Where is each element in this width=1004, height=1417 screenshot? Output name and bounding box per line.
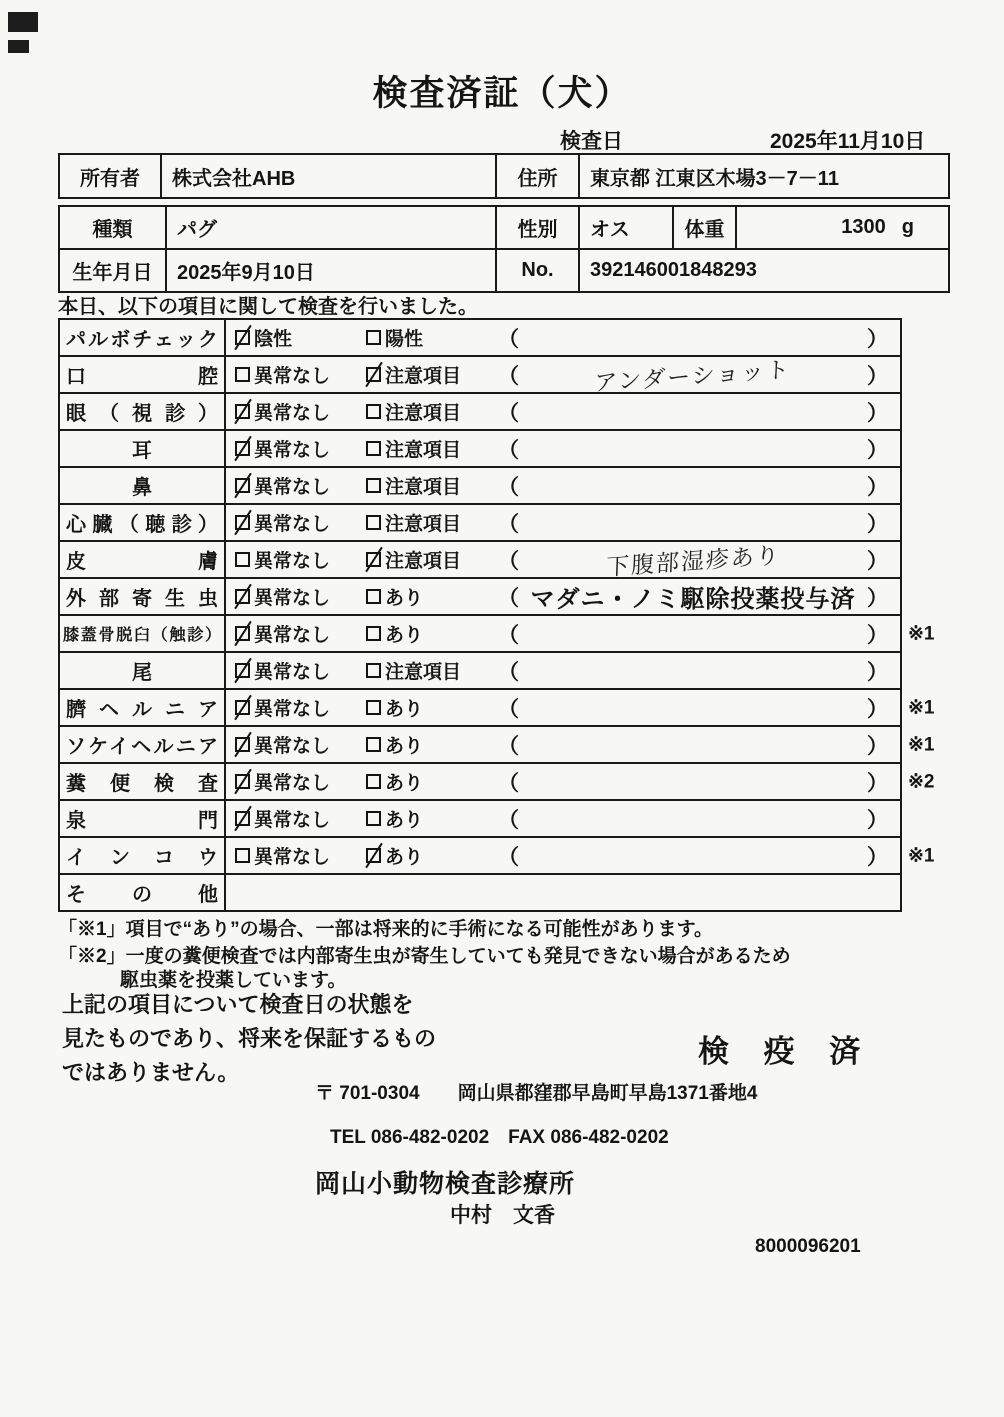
checkbox-checked [235, 515, 250, 530]
inspection-date-value: 2025年11月10日 [770, 130, 926, 153]
handwritten-note: 下腹部湿疹あり [605, 541, 781, 581]
exam-item-label: 口腔 [59, 356, 225, 393]
exam-row [59, 615, 901, 652]
checkbox-checked [366, 552, 381, 567]
inspection-date-label: 検査日 [560, 130, 623, 153]
option-label: 異常なし [254, 403, 331, 424]
option-label: 異常なし [254, 699, 331, 720]
weight-label: 体重 [673, 206, 736, 249]
checkbox-unchecked [235, 552, 250, 567]
paren-open: （ [498, 623, 519, 647]
option-group [366, 546, 498, 573]
option-group [235, 657, 366, 684]
clinic-address: 岡山県都窪郡早島町早島1371番地4 [457, 1083, 758, 1104]
scan-artifact [8, 12, 38, 32]
exam-item-label: その他 [59, 874, 225, 911]
exam-result-content [226, 541, 900, 581]
reference-mark: ※1 [908, 845, 935, 866]
exam-result-cell [225, 541, 901, 581]
exam-result-content [226, 802, 900, 835]
exam-table [58, 318, 935, 912]
option-group [366, 842, 498, 869]
exam-result-content [226, 876, 900, 909]
option-label: 異常なし [254, 773, 331, 794]
exam-row [59, 430, 901, 467]
option-label: 異常なし [254, 551, 331, 572]
option-label: 異常なし [254, 366, 331, 387]
checkbox-unchecked [366, 811, 381, 826]
exam-result-content [226, 432, 900, 465]
option-label: 異常なし [254, 625, 331, 646]
option-label: 異常なし [254, 588, 331, 609]
checkbox-checked [366, 848, 381, 863]
exam-item-label: 膝蓋骨脱臼（触診） [59, 615, 225, 652]
checkbox-checked [235, 700, 250, 715]
checkbox-checked [235, 441, 250, 456]
exam-result-cell [225, 319, 901, 356]
option-group [235, 805, 366, 832]
quarantine-stamp: 検 疫 済 [698, 1034, 874, 1069]
exam-table-body [59, 319, 935, 911]
paren-close: ） [867, 475, 888, 499]
exam-result-cell [225, 763, 935, 800]
option-label: 異常なし [254, 847, 331, 868]
exam-result-content [226, 321, 900, 354]
exam-result-content [226, 691, 935, 724]
option-label: 異常なし [254, 662, 331, 683]
disclaimer-line: ではありません。 [62, 1060, 240, 1085]
option-group [235, 398, 366, 425]
exam-result-content [226, 617, 935, 650]
paren-open: （ [498, 401, 519, 425]
option-label: あり [385, 847, 424, 868]
paren-close: ） [867, 660, 888, 684]
weight-unit: g [901, 216, 914, 238]
exam-row [59, 504, 901, 541]
paren-close: ） [867, 364, 888, 388]
scan-artifact [8, 40, 29, 53]
exam-result-content [226, 356, 900, 396]
exam-result-content [226, 728, 935, 761]
footnote-1: 「※1」項目で“あり”の場合、一部は将来的に手術になる可能性があります。 [58, 919, 714, 940]
pet-info-row [59, 206, 949, 249]
checkbox-unchecked [366, 441, 381, 456]
option-label: あり [385, 773, 424, 794]
exam-result-content [226, 765, 935, 798]
paren-open: （ [498, 734, 519, 758]
note-area [519, 356, 867, 396]
owner-address-label: 住所 [496, 154, 579, 198]
exam-result-content [226, 395, 900, 428]
option-label: 注意項目 [385, 477, 462, 498]
checkbox-checked [235, 330, 250, 345]
paren-close: ） [867, 697, 888, 721]
printed-note: マダニ・ノミ駆除投薬投与済 [530, 586, 856, 613]
option-group [366, 398, 498, 425]
checkbox-checked [235, 404, 250, 419]
checkbox-unchecked [366, 478, 381, 493]
checkbox-checked [235, 811, 250, 826]
checkbox-unchecked [366, 589, 381, 604]
exam-result-cell [225, 800, 901, 837]
exam-result-content [226, 654, 900, 687]
exam-item-label: 糞便検査 [59, 763, 225, 800]
note-area [519, 541, 867, 581]
exam-item-label: 皮膚 [59, 541, 225, 578]
handwritten-note: アンダーショット [594, 356, 792, 396]
option-label: あり [385, 810, 424, 831]
option-group [366, 509, 498, 536]
option-group [235, 472, 366, 499]
paren-open: （ [498, 475, 519, 499]
option-label: 注意項目 [385, 662, 462, 683]
paren-open: （ [498, 660, 519, 684]
owner-label: 所有者 [59, 154, 161, 198]
exam-item-label: 泉門 [59, 800, 225, 837]
exam-row [59, 393, 901, 430]
option-group [235, 842, 366, 869]
option-label: 注意項目 [385, 551, 462, 572]
paren-open: （ [498, 586, 519, 610]
weight-value [736, 206, 949, 249]
footnote-2-line2: 駆虫薬を投薬しています。 [120, 970, 347, 991]
exam-row [59, 319, 901, 356]
footnote-2-line1: 「※2」一度の糞便検査では内部寄生虫が寄生していても発見できない場合があるため [58, 946, 791, 967]
exam-item-label: 鼻 [59, 467, 225, 504]
exam-result-cell [225, 837, 935, 874]
owner-table [58, 153, 950, 199]
checkbox-unchecked [366, 515, 381, 530]
option-group [235, 620, 366, 647]
option-group [366, 657, 498, 684]
exam-result-content [226, 469, 900, 502]
option-label: 異常なし [254, 477, 331, 498]
pet-info-table [58, 205, 950, 293]
option-group [366, 805, 498, 832]
checkbox-unchecked [235, 367, 250, 382]
paren-close: ） [867, 845, 888, 869]
exam-row [59, 689, 901, 726]
exam-result-cell [225, 393, 901, 430]
reference-mark: ※1 [908, 697, 935, 718]
option-group [235, 361, 366, 388]
disclaimer-line: 見たものであり、将来を保証するもの [62, 1026, 437, 1051]
option-label: 陰性 [254, 329, 293, 350]
paren-open: （ [498, 697, 519, 721]
option-group [235, 509, 366, 536]
option-label: 注意項目 [385, 514, 462, 535]
paren-close: ） [867, 771, 888, 795]
exam-item-label: 耳 [59, 430, 225, 467]
exam-result-cell [225, 356, 901, 396]
option-group [235, 694, 366, 721]
option-label: 異常なし [254, 810, 331, 831]
checkbox-unchecked [235, 848, 250, 863]
option-label: 注意項目 [385, 366, 462, 387]
weight-number: 1300 [841, 216, 886, 238]
option-group [366, 583, 498, 610]
option-label: あり [385, 625, 424, 646]
exam-result-cell [225, 874, 901, 911]
exam-result-content [226, 506, 900, 539]
page-title: 検査済証（犬） [372, 74, 632, 113]
exam-row [59, 652, 901, 689]
option-group [366, 768, 498, 795]
option-label: あり [385, 588, 424, 609]
checkbox-checked [235, 737, 250, 752]
option-group [235, 435, 366, 462]
paren-close: ） [867, 401, 888, 425]
paren-close: ） [867, 623, 888, 647]
paren-close: ） [867, 549, 888, 573]
exam-row [59, 763, 901, 800]
option-label: 注意項目 [385, 440, 462, 461]
checkbox-unchecked [366, 737, 381, 752]
exam-row [59, 467, 901, 504]
option-group [366, 620, 498, 647]
breed-value: パグ [166, 206, 496, 249]
paren-close: ） [867, 512, 888, 536]
checkbox-checked [235, 589, 250, 604]
exam-result-cell [225, 652, 901, 689]
exam-item-label: パルボチェック [59, 319, 225, 356]
option-group [235, 583, 366, 610]
option-group [366, 435, 498, 462]
reference-mark: ※2 [908, 771, 935, 792]
option-group [366, 694, 498, 721]
exam-item-label: インコウ [59, 837, 225, 874]
exam-row [59, 837, 901, 874]
checkbox-unchecked [366, 663, 381, 678]
option-label: あり [385, 699, 424, 720]
veterinarian-name: 中村 文香 [450, 1204, 555, 1227]
checkbox-unchecked [366, 774, 381, 789]
exam-row [59, 800, 901, 837]
paren-close: ） [867, 438, 888, 462]
birth-label: 生年月日 [59, 249, 166, 292]
exam-result-cell [225, 578, 901, 615]
birth-value: 2025年9月10日 [166, 249, 496, 292]
exam-row [59, 578, 901, 615]
paren-close: ） [867, 808, 888, 832]
checkbox-unchecked [366, 404, 381, 419]
paren-close: ） [867, 586, 888, 610]
clinic-postal-line [315, 1078, 757, 1105]
exam-row [59, 541, 901, 578]
exam-result-content [226, 839, 935, 872]
option-label: 異常なし [254, 440, 331, 461]
disclaimer-text [62, 988, 436, 1090]
paren-open: （ [498, 845, 519, 869]
sex-label: 性別 [496, 206, 579, 249]
owner-row [59, 154, 949, 198]
checkbox-checked [235, 478, 250, 493]
exam-result-content [226, 580, 900, 613]
option-group [235, 324, 366, 351]
exam-item-label: 眼（視診） [59, 393, 225, 430]
checkbox-unchecked [366, 626, 381, 641]
breed-label: 種類 [59, 206, 166, 249]
exam-item-label: 臍ヘルニア [59, 689, 225, 726]
checkbox-checked [235, 626, 250, 641]
option-label: 異常なし [254, 736, 331, 757]
pet-info-row [59, 249, 949, 292]
option-group [366, 324, 498, 351]
option-label: あり [385, 736, 424, 757]
option-group [235, 546, 366, 573]
paren-open: （ [498, 808, 519, 832]
option-label: 注意項目 [385, 403, 462, 424]
checkbox-checked [235, 663, 250, 678]
reference-mark: ※1 [908, 623, 935, 644]
checkbox-unchecked [366, 330, 381, 345]
paren-open: （ [498, 438, 519, 462]
exam-result-cell [225, 689, 935, 726]
no-value: 392146001848293 [579, 249, 949, 292]
document-code: 8000096201 [755, 1236, 861, 1257]
exam-item-label: 心臓（聴診） [59, 504, 225, 541]
exam-result-cell [225, 430, 901, 467]
owner-address-value: 東京都 江東区木場3－7－11 [579, 154, 949, 198]
paren-open: （ [498, 549, 519, 573]
option-group [366, 472, 498, 499]
exam-row [59, 874, 901, 911]
paren-close: ） [867, 327, 888, 351]
disclaimer-line: 上記の項目について検査日の状態を [62, 992, 414, 1017]
reference-mark: ※1 [908, 734, 935, 755]
exam-result-cell [225, 726, 935, 763]
checkbox-checked [235, 774, 250, 789]
option-group [366, 731, 498, 758]
exam-result-cell [225, 504, 901, 541]
exam-result-cell [225, 615, 935, 652]
checkbox-unchecked [366, 700, 381, 715]
paren-open: （ [498, 771, 519, 795]
checkbox-checked [366, 367, 381, 382]
clinic-postal-code: 〒 701-0304 [315, 1083, 420, 1104]
no-label: No. [496, 249, 579, 292]
owner-value: 株式会社AHB [161, 154, 496, 198]
paren-open: （ [498, 512, 519, 536]
exam-item-label: ソケイヘルニア [59, 726, 225, 763]
intro-sentence: 本日、以下の項目に関して検査を行いました。 [58, 296, 478, 318]
option-label: 陽性 [385, 329, 424, 350]
exam-result-cell [225, 467, 901, 504]
option-group [235, 731, 366, 758]
clinic-name: 岡山小動物検査診療所 [315, 1170, 576, 1198]
exam-item-label: 尾 [59, 652, 225, 689]
sex-value: オス [579, 206, 673, 249]
paren-open: （ [498, 364, 519, 388]
exam-row [59, 356, 901, 393]
note-area [519, 579, 867, 614]
exam-item-label: 外部寄生虫 [59, 578, 225, 615]
option-group [366, 361, 498, 388]
exam-row [59, 726, 901, 763]
paren-open: （ [498, 327, 519, 351]
clinic-tel-fax: TEL 086-482-0202 FAX 086-482-0202 [330, 1127, 669, 1148]
option-label: 異常なし [254, 514, 331, 535]
paren-close: ） [867, 734, 888, 758]
option-group [235, 768, 366, 795]
